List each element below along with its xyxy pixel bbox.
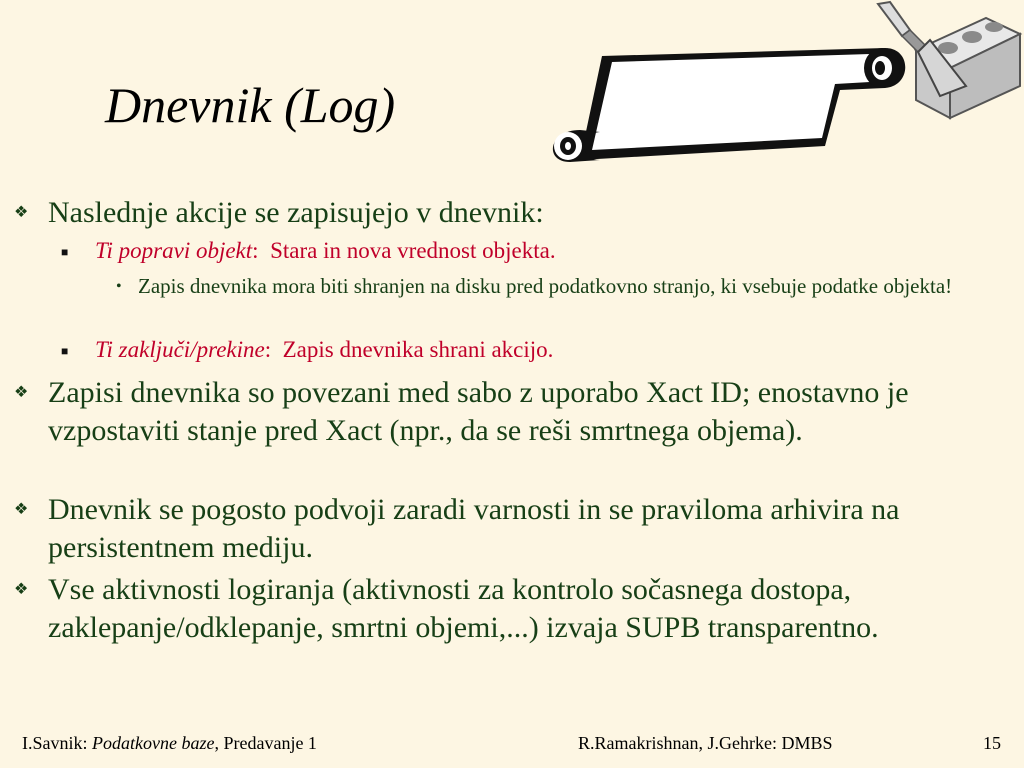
footer-course: Podatkovne baze: [92, 733, 215, 753]
bullet-1-sub-1: [61, 236, 975, 266]
bullet-1-sub-2-sep: :: [264, 337, 272, 362]
bullet-4-text: Vse aktivnosti logiranja (aktivnosti za kontrolo sočasnega dostopa, zaklepanje/odklepanje, smrtni objemi,...) izvaja SUPB transparentno.: [48, 573, 879, 644]
bullet-3: [14, 491, 983, 567]
square-bullet-icon: ■: [61, 344, 69, 358]
footer-center: R.Ramakrishnan, J.Gehrke: DMBS: [578, 733, 833, 753]
bullet-1: [14, 194, 983, 232]
bullet-1-sub-1-sep: :: [252, 238, 259, 263]
scroll-illustration: [540, 38, 920, 168]
bullet-2: [14, 374, 983, 450]
bullet-1-sub-2-text: Zapis dnevnika shrani akcijo.: [282, 337, 554, 362]
diamond-bullet-icon: ❖: [14, 204, 29, 221]
bullet-1-text: Naslednje akcije se zapisujejo v dnevnik:: [48, 196, 544, 229]
bullet-1-sub-1-label: Ti popravi objekt: [95, 238, 253, 263]
diamond-bullet-icon: ❖: [14, 384, 29, 401]
diamond-bullet-icon: ❖: [14, 581, 29, 598]
brick-trowel-illustration: [868, 0, 1024, 125]
dot-bullet-icon: •: [116, 278, 122, 295]
slide-title: Dnevnik (Log): [105, 77, 396, 133]
bullet-1-sub-1-text: Stara in nova vrednost objekta.: [270, 238, 556, 263]
footer-lecture: , Predavanje 1: [214, 733, 317, 753]
bullet-2-text: Zapisi dnevnika so povezani med sabo z uporabo Xact ID; enostavno je vzpostaviti stanje pred Xact (npr., da se reši smrtnega objema).: [48, 376, 909, 447]
page-number: 15: [983, 733, 1001, 753]
square-bullet-icon: ■: [61, 245, 69, 259]
bullet-1-sub-1-sub-1-text: Zapis dnevnika mora biti shranjen na disku pred podatkovno stranjo, ki vsebuje podatke objekta!: [138, 274, 953, 298]
bullet-1-sub-1-sub-1: [116, 273, 968, 300]
bullet-1-sub-2: [61, 335, 975, 365]
footer-author: I.Savnik:: [22, 733, 92, 753]
diamond-bullet-icon: ❖: [14, 501, 29, 518]
bullet-1-sub-2-label: Ti zaključi/prekine: [95, 337, 265, 362]
footer-left: [22, 733, 317, 754]
bullet-3-text: Dnevnik se pogosto podvoji zaradi varnosti in se praviloma arhivira na persistentnem mediju.: [48, 493, 900, 564]
bullet-4: [14, 571, 983, 647]
